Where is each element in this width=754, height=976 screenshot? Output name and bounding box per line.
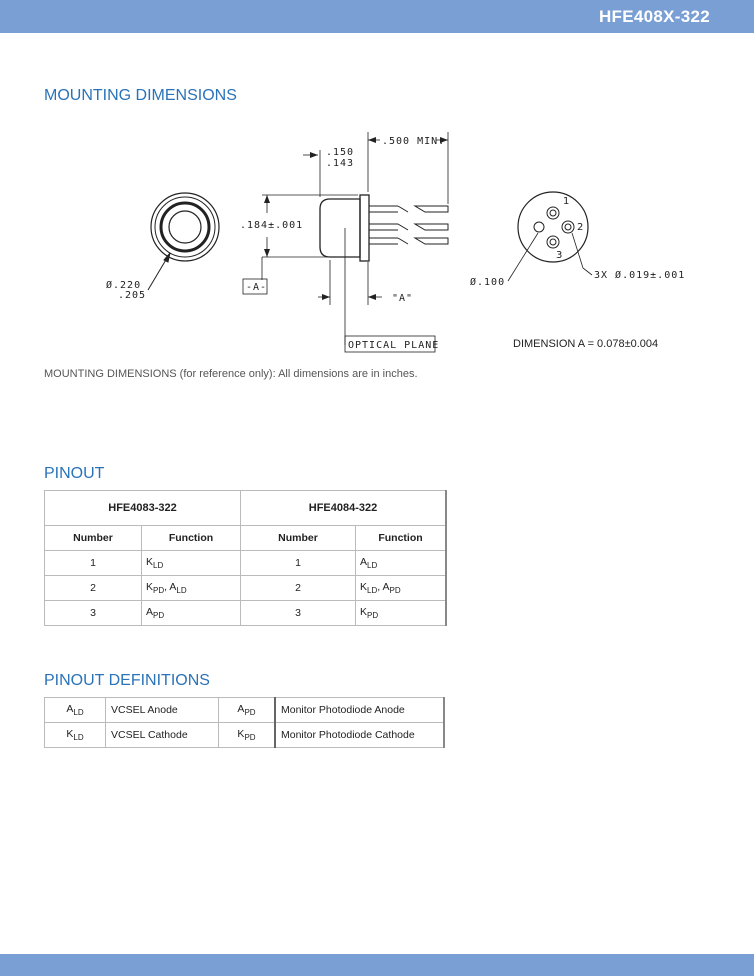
pin-3-core	[550, 239, 556, 245]
pinout-definitions-heading: PINOUT DEFINITIONS	[44, 672, 210, 689]
dim-143: .143	[326, 158, 355, 169]
lead-end-1	[415, 206, 448, 212]
flange	[360, 195, 369, 261]
pin-number: 1	[241, 551, 356, 576]
description-cell: Monitor Photodiode Anode	[275, 698, 444, 723]
table-group-row	[45, 491, 447, 526]
mounting-caption: MOUNTING DIMENSIONS (for reference only): All dimensions are in inches.	[44, 368, 418, 380]
symbol-cell: $A_{LD}$	[45, 698, 106, 723]
pin-function: $K_{PD}$	[356, 601, 447, 626]
pin-function: $K_{PD}$, $A_{LD}$	[142, 576, 241, 601]
col-number-1: Number	[45, 526, 142, 551]
pin-view	[508, 192, 592, 281]
footer-bar	[0, 954, 754, 976]
description-cell: VCSEL Anode	[106, 698, 219, 723]
dim-diameter-205: .205	[118, 290, 147, 301]
dim-diameter-100: Ø.100	[470, 277, 506, 288]
description-cell: Monitor Photodiode Cathode	[275, 723, 444, 748]
window-ring	[161, 203, 209, 251]
pin-number: 2	[45, 576, 142, 601]
datum-a: -A-	[246, 282, 268, 293]
group-hfe4084: HFE4084-322	[241, 491, 447, 526]
can-body	[320, 199, 360, 257]
group-hfe4083: HFE4083-322	[45, 491, 241, 526]
table-row	[45, 698, 445, 723]
definitions-table	[44, 697, 445, 748]
window-circle	[169, 211, 201, 243]
document-title: HFE408X-322	[598, 7, 710, 26]
pin-number: 3	[241, 601, 356, 626]
pin-function: $K_{LD}$	[142, 551, 241, 576]
table-header-row	[45, 526, 447, 551]
pin-3-number: 3	[556, 250, 563, 261]
dim-diameter-220: Ø.220	[106, 280, 142, 291]
table-row	[45, 551, 447, 576]
dim-500-min: .500 MIN.	[382, 136, 446, 147]
leader-pin-dia-tail	[583, 268, 592, 275]
cap-circle	[155, 197, 215, 257]
front-view	[148, 193, 219, 290]
pin-number: 3	[45, 601, 142, 626]
pinout-table	[44, 490, 447, 626]
lead-end-3	[415, 238, 448, 244]
pin-number: 2	[241, 576, 356, 601]
pin-2-number: 2	[577, 222, 584, 233]
ref-a: "A"	[392, 293, 414, 304]
pin-function: $A_{LD}$	[356, 551, 447, 576]
pin-2-core	[565, 224, 571, 230]
col-function-2: Function	[356, 526, 447, 551]
pin-2-circle	[562, 221, 574, 233]
side-view	[262, 132, 448, 345]
pinout-heading: PINOUT	[44, 465, 105, 482]
table-row	[45, 576, 447, 601]
dimension-arrows	[264, 137, 448, 300]
dim-pin-diameter: 3X Ø.019±.001	[594, 270, 686, 281]
pin-1-circle	[547, 207, 559, 219]
pin-function: $K_{LD}$, $A_{PD}$	[356, 576, 447, 601]
dim-184: .184±.001	[240, 220, 304, 231]
optical-plane-label: OPTICAL PLANE	[348, 340, 440, 351]
dimension-a-note: DIMENSION A = 0.078±0.004	[513, 338, 659, 350]
mounting-drawing	[0, 120, 754, 360]
pin-3-circle	[547, 236, 559, 248]
lead-break-left	[398, 206, 408, 244]
col-number-2: Number	[241, 526, 356, 551]
description-cell: VCSEL Cathode	[106, 723, 219, 748]
symbol-cell: $K_{PD}$	[219, 723, 276, 748]
dim-150: .150	[326, 147, 355, 158]
leader-dia-100	[508, 233, 538, 281]
table-row	[45, 601, 447, 626]
leader-pin-dia	[572, 233, 583, 268]
pin-function: $A_{PD}$	[142, 601, 241, 626]
pin-1-core	[550, 210, 556, 216]
symbol-cell: $K_{LD}$	[45, 723, 106, 748]
pin-ground	[534, 222, 544, 232]
header-bar	[0, 0, 754, 33]
mounting-heading: MOUNTING DIMENSIONS	[44, 87, 237, 104]
pin-number: 1	[45, 551, 142, 576]
table-row	[45, 723, 445, 748]
col-function-1: Function	[142, 526, 241, 551]
lead-end-2	[415, 224, 448, 230]
symbol-cell: $A_{PD}$	[219, 698, 276, 723]
pin-1-number: 1	[563, 196, 570, 207]
